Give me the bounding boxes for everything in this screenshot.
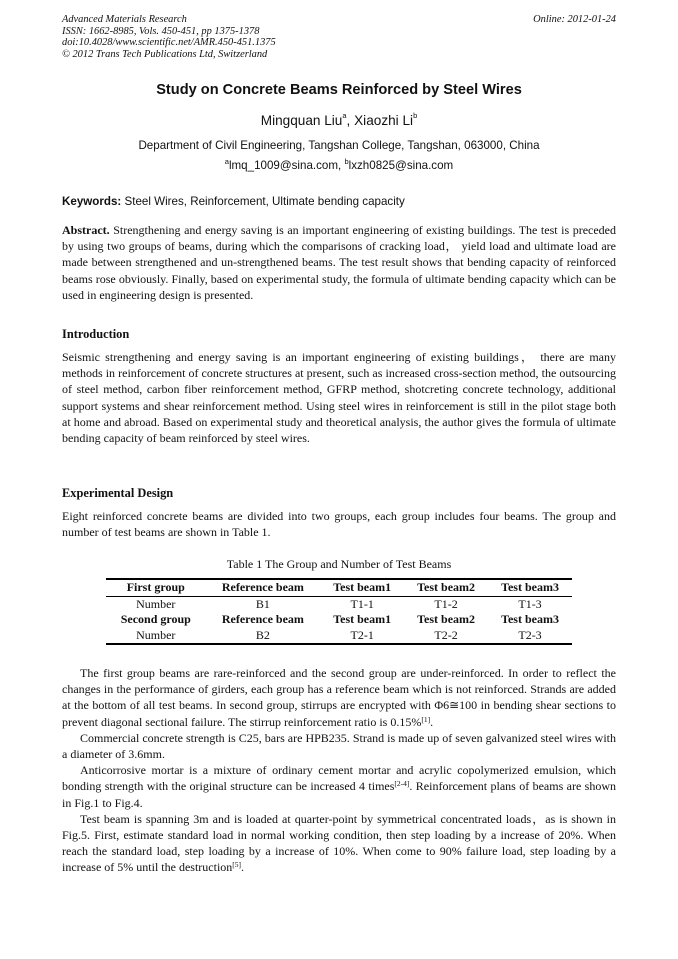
paragraph-text: Test beam is spanning 3m and is loaded at quarter-point by symmetrical concentrated loads，as is shown in Fig.5. First, estimate standard load in normal working condition, then step loading by a increase of 20%. When reach the standard load, step loading by a increase of 10%. When come to 90% failure load, step loading by a increase of 5% until the destruction (62, 811, 616, 875)
paragraph-text: The first group beams are rare-reinforced and the second group are under-reinforced. In order to reflect the changes in the performance of girders, each group has a reference beam which is not reinforced. Strands are added at the bottom of all test beams. In second group, stirrups are encrypted with Φ6≅100 in bending shear sections to prevent diagonal sectional failure. The stirrup reinforcement ratio is 0.15% (62, 666, 616, 729)
email-link[interactable]: lmq_1009@sina.com, (228, 159, 345, 172)
doi-line: doi:10.4028/www.scientific.net/AMR.450-451.1375 (62, 37, 276, 49)
table-cell: Number (106, 628, 206, 645)
table-cell: Number (136, 596, 176, 611)
citation: [1] (421, 714, 431, 724)
citation: [5] (232, 860, 242, 870)
table-cell: Reference beam (206, 579, 321, 596)
body-paragraph: Commercial concrete strength is C25, bars are HPB235. Strand is made up of seven galvanized steel wires with a diameter of 3.6mm. (62, 730, 616, 762)
introduction-text: Seismic strengthening and energy saving is an important engineering of existing buildings， there are many methods in reinforcement of concrete structures at present, such as increased cross-section method, the outsourcing of steel method, carbon fiber reinforcement method, GFRP method, shotcreting concrete technology, additional support systems and shear reinforcement method. Using steel wires in reinforcement is still in the pilot stage both at home and abroad. Based on experimental study and theoretical analysis, the author gives the formula of ultimate bending capacity of beam reinforced by steel wires. (62, 350, 616, 446)
table-row (106, 596, 572, 612)
table-cell: Test beam3 (488, 579, 572, 596)
beams-table (106, 578, 572, 645)
table-cell: B1 (255, 596, 270, 611)
section-heading: Introduction (62, 327, 130, 341)
keywords-label: Keywords: (62, 195, 122, 208)
table-cell: T2-1 (320, 628, 404, 645)
abstract-label: Abstract. (62, 223, 110, 237)
body-paragraph (62, 665, 616, 730)
table-row (106, 612, 572, 628)
copyright-line: © 2012 Trans Tech Publications Ltd, Switzerland (62, 48, 268, 60)
email-sup: b (344, 157, 349, 166)
page-header (62, 14, 616, 60)
table-cell: Test beam2 (417, 612, 476, 627)
citation: [2-4] (394, 779, 410, 789)
experimental-paragraph (62, 508, 616, 540)
paper-title: Study on Concrete Beams Reinforced by Steel Wires (156, 82, 522, 98)
table-cell: T1-1 (350, 596, 374, 611)
table-row (106, 628, 572, 645)
table-cell: T2-2 (404, 628, 488, 645)
table-cell: Second group (120, 612, 191, 627)
issn-line: ISSN: 1662-8985, Vols. 450-451, pp 1375-1378 (62, 25, 260, 37)
table-cell: T2-3 (488, 628, 572, 645)
paragraph-text: . Reinforcement plans of beams are shown in Fig.1 to Fig.4. (62, 779, 616, 810)
author-name: Xiaozhi Li (354, 113, 414, 128)
table-cell: B2 (206, 628, 321, 645)
author-sup: a (342, 111, 347, 120)
table-cell: T1-2 (434, 596, 458, 611)
table-cell: Reference beam (221, 612, 304, 627)
author-sup: b (413, 111, 418, 120)
abstract-text: Strengthening and energy saving is an important engineering of existing buildings. The test is preceded by using two groups of beams, during which the comparisons of cracking load， yield load and ultimate load are made between strengthened and un-strengthened beams. The test result shows that bending capacity of reinforced beams rose obviously. Finally, based on experimental study, the formula of ultimate bending capacity which can be used in engineering design is presented. (62, 223, 616, 302)
author-separator: , (346, 113, 355, 128)
body-paragraph (62, 811, 616, 876)
email-sup: a (224, 157, 229, 166)
table-cell: First group (106, 579, 206, 596)
paragraph-text: Anticorrosive mortar is a mixture of ordinary cement mortar and acrylic copolymerized emulsion, which bonding strength with the original structure can be increased 4 times (62, 763, 616, 794)
affiliation: Department of Civil Engineering, Tangshan College, Tangshan, 063000, China (138, 139, 540, 152)
table-cell: Test beam1 (333, 612, 392, 627)
author-line (0, 113, 678, 128)
abstract (62, 222, 616, 303)
introduction-paragraph (62, 349, 616, 446)
table-caption: Table 1 The Group and Number of Test Beams (226, 557, 452, 571)
paragraph-text: . (430, 714, 434, 729)
table-row (106, 579, 572, 596)
author-name: Mingquan Liu (260, 113, 343, 128)
email-link[interactable]: lxzh0825@sina.com (348, 159, 454, 172)
online-date: Online: 2012-01-24 (533, 14, 616, 25)
table-cell: T1-3 (518, 596, 542, 611)
keywords-text: Steel Wires, Reinforcement, Ultimate bending capacity (121, 195, 405, 208)
journal-name: Advanced Materials Research (62, 14, 187, 25)
keywords (62, 195, 616, 208)
body-paragraph (62, 762, 616, 811)
section-heading: Experimental Design (62, 486, 174, 500)
paragraph-text: . (241, 860, 245, 875)
email-line (0, 159, 678, 172)
table-cell: Test beam3 (501, 612, 559, 627)
body-paragraphs (62, 665, 616, 876)
table-cell: Test beam1 (320, 579, 404, 596)
table-cell: Test beam2 (404, 579, 488, 596)
experimental-text: Eight reinforced concrete beams are divided into two groups, each group includes four beams. The group and number of test beams are shown in Table 1. (62, 509, 616, 540)
